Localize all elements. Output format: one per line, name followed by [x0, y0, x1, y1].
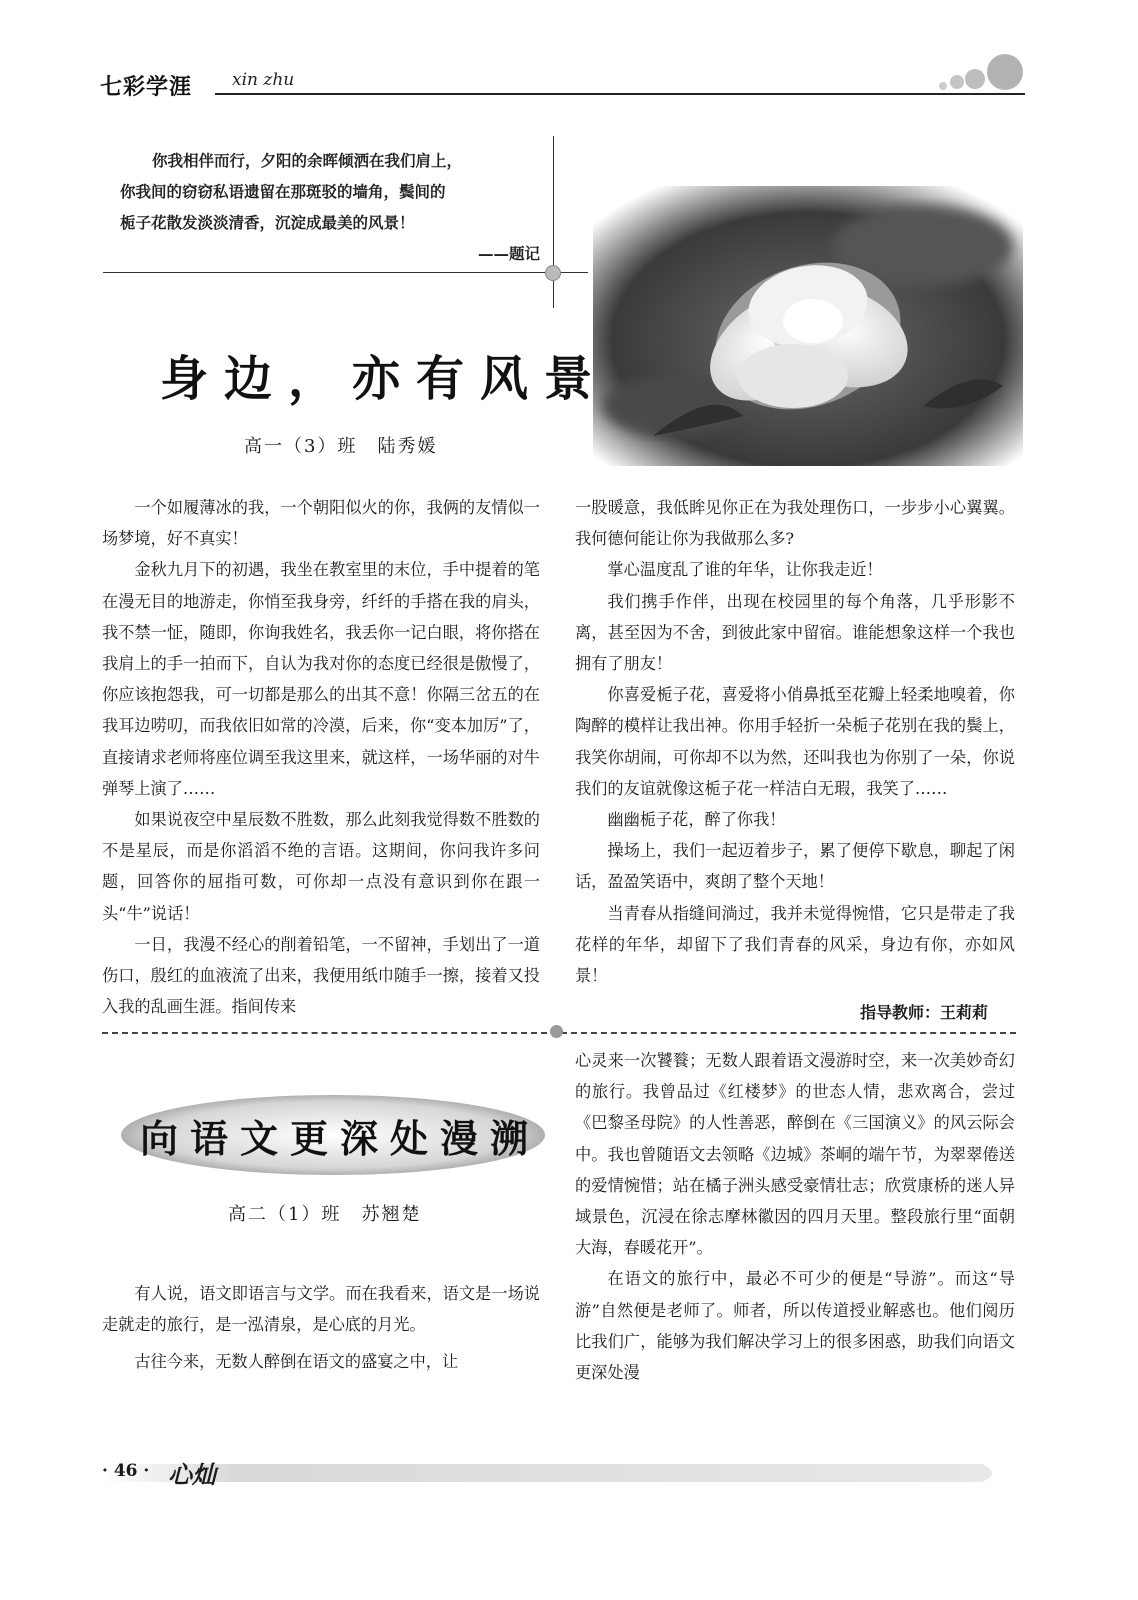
epigraph-horizontal-rule: [103, 272, 588, 273]
paragraph: 金秋九月下的初遇，我坐在教室里的末位，手中提着的笔在漫无目的地游走，你悄至我身旁，纤纤的手搭在我的肩头，我不禁一怔，随即，你询我姓名，我丢你一记白眼，将你搭在我肩上的手一拍而下，自认为我对你的态度已经很是傲慢了，你应该抱怨我，可一切都是那么的出其不意！你隔三岔五的在我耳边唠叨，而我依旧如常的冷漠，后来，你“变本加厉”了，直接请求老师将座位调至我这里来，就这样，一场华丽的对牛弹琴上演了……: [102, 560, 540, 798]
header-circles-decoration: [935, 52, 1035, 98]
article2-column-left: [102, 1278, 540, 1378]
epigraph: [120, 146, 540, 270]
paragraph: 操场上，我们一起迈着步子，累了便停下歇息，聊起了闲话，盈盈笑语中，爽朗了整个天地！: [575, 841, 1015, 892]
epigraph-vertical-rule: [553, 136, 554, 308]
article2-byline: 高二（1）班 苏翘楚: [228, 1204, 422, 1225]
paragraph: 如果说夜空中星辰数不胜数，那么此刻我觉得数不胜数的不是星辰，而是你滔滔不绝的言语。这期间，你问我许多问题，回答你的屈指可数，可你却一点没有意识到你在跟一头“牛”说话！: [102, 810, 540, 923]
paragraph: 幽幽栀子花，醉了你我！: [607, 810, 786, 830]
epigraph-line: 你我相伴而行，夕阳的余晖倾洒在我们肩上，: [152, 152, 463, 170]
separator-dot: [550, 1025, 563, 1038]
article2-column-right: [575, 1045, 1015, 1388]
paragraph: 一个如履薄冰的我，一个朝阳似火的你，我俩的友情似一场梦境，好不真实！: [102, 498, 540, 549]
header-rule: [215, 93, 1025, 95]
column-brand: 七彩学涯: [100, 75, 193, 100]
article1-byline: 高一（3）班 陆秀媛: [244, 436, 438, 457]
epigraph-signature: ——题记: [477, 245, 540, 263]
paragraph: 古往今来，无数人醉倒在语文的盛宴之中，让: [134, 1352, 459, 1372]
paragraph: 在语文的旅行中，最必不可少的便是“导游”。而这“导游”自然便是老师了。师者，所以传道授业解惑也。他们阅历比我们广，能够为我们解决学习上的很多困惑，助我们向语文更深处漫: [575, 1269, 1015, 1383]
page-number: · 46 ·: [102, 1461, 150, 1481]
paragraph: 一日，我漫不经心的削着铅笔，一不留神，手划出了一道伤口，殷红的血液流了出来，我便用纸巾随手一擦，接着又投入我的乱画生涯。指间传来: [102, 934, 540, 1017]
paragraph: 当青春从指缝间淌过，我并未觉得惋惜，它只是带走了我花样的年华，却留下了我们青春的风采，身边有你，亦如风景！: [575, 903, 1015, 986]
paragraph: 有人说，语文即语言与文学。而在我看来，语文是一场说走就走的旅行，是一泓清泉，是心底的月光。: [102, 1284, 540, 1335]
epigraph-dot-ornament: [545, 265, 561, 281]
paragraph: 掌心温度乱了谁的年华，让你我走近！: [607, 560, 883, 580]
article2-title: 向语文更深处漫溯: [140, 1116, 541, 1161]
paragraph: 心灵来一次饕餮；无数人跟着语文漫游时空，来一次美妙奇幻的旅行。我曾品过《红楼梦》的世态人情，悲欢离合，尝过《巴黎圣母院》的人性善恶，醉倒在《三国演义》的风云际会中。我也曾随语文去领略《边城》茶峒的端午节，为翠翠倦送的爱情惋惜；站在橘子洲头感受豪情壮志；欣赏康桥的迷人异域景色，沉浸在徐志摩林徽因的四月天里。整段旅行里“面朝大海，春暖花开”。: [575, 1051, 1015, 1258]
paragraph: 我们携手作伴，出现在校园里的每个角落，几乎形影不离，甚至因为不舍，到彼此家中留宿。谁能想象这样一个我也拥有了朋友！: [575, 591, 1015, 674]
epigraph-line: 你我间的窃窃私语遗留在那斑驳的墙角，鬓间的: [120, 183, 446, 201]
article1-title: 身边，亦有风景: [160, 351, 609, 407]
magazine-name: 心灿: [168, 1460, 216, 1489]
paragraph: 一股暖意，我低眸见你正在为我处理伤口，一步步小心翼翼。我何德何能让你为我做那么多?: [575, 498, 1015, 549]
paragraph: 你喜爱栀子花，喜爱将小俏鼻抵至花瓣上轻柔地嗅着，你陶醉的模样让我出神。你用手轻折一朵栀子花别在我的鬓上，我笑你胡闹，可你却不以为然，还叫我也为你别了一朵，你说我们的友谊就像这栀子花一样洁白无瑕，我笑了……: [575, 685, 1015, 798]
article1-teacher: 指导教师：王莉莉: [860, 1003, 989, 1022]
epigraph-line: 栀子花散发淡淡清香，沉淀成最美的风景！: [120, 214, 415, 232]
column-pinyin: xin zhu: [232, 70, 295, 90]
article1-column-right: [575, 492, 1015, 991]
article1-column-left: [102, 492, 540, 1022]
footer-bar: [102, 1462, 1002, 1484]
gardenia-photo: [593, 186, 1023, 466]
